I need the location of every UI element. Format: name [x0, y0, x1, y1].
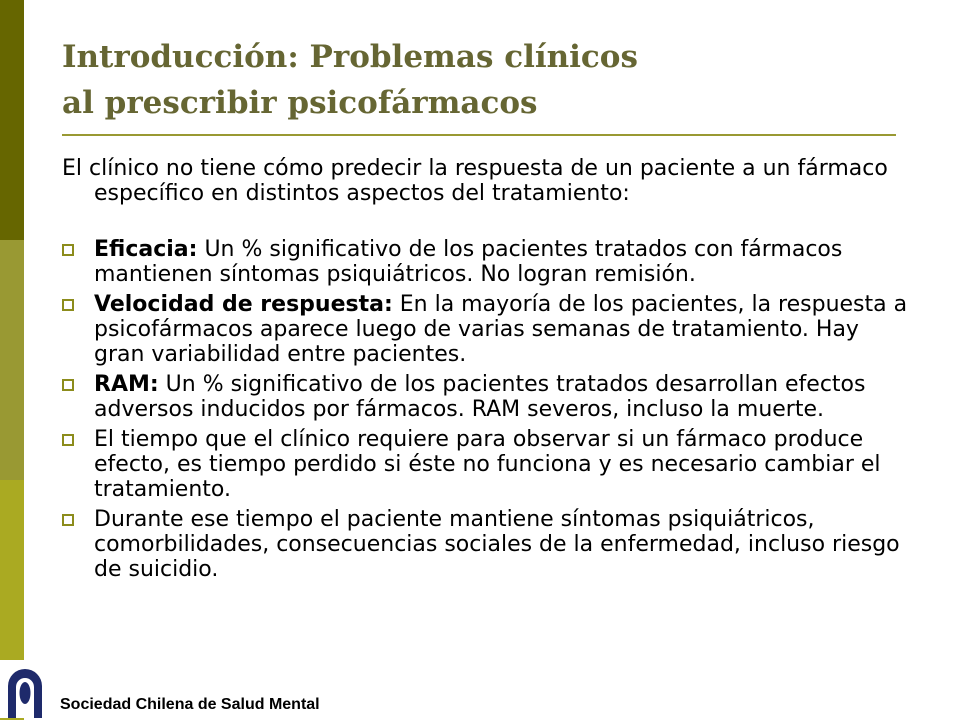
square-bullet-icon — [62, 299, 74, 311]
side-bar-mid — [0, 240, 24, 480]
bullet-heading: RAM: — [94, 372, 159, 397]
intro-paragraph: El clínico no tiene cómo predecir la respuesta de un paciente a un fármaco específico en distintos aspectos del tratamiento: — [62, 156, 888, 206]
side-bar-dark — [0, 0, 24, 240]
square-bullet-icon — [62, 514, 74, 526]
bullet-text: El tiempo que el clínico requiere para observar si un fármaco produce efecto, es tiempo perdido si éste no funciona y es necesario cambiar el tratamiento. — [94, 427, 881, 502]
title-divider — [62, 134, 896, 136]
bullet-text: Un % significativo de los pacientes tratados con fármacos mantienen síntomas psiquiátricos. No logran remisión. — [94, 237, 843, 287]
bullet-text: En la mayoría de los pacientes, la respuesta a psicofármacos aparece luego de varias semanas de tratamiento. Hay gran variabilidad entre pacientes. — [94, 292, 908, 367]
list-item — [62, 372, 912, 422]
slide-body — [62, 156, 912, 587]
square-bullet-icon — [62, 379, 74, 391]
list-item — [62, 292, 912, 367]
list-item — [62, 507, 912, 582]
list-item — [62, 237, 912, 287]
slide-title-line2: al prescribir psicofármacos — [62, 85, 538, 121]
organization-name: Sociedad Chilena de Salud Mental — [60, 696, 320, 713]
bullet-text: Un % significativo de los pacientes tratados desarrollan efectos adversos inducidos por fármacos. RAM severos, incluso la muerte. — [94, 372, 866, 422]
square-bullet-icon — [62, 434, 74, 446]
slide-title-line1: Introducción: Problemas clínicos — [62, 39, 638, 75]
bullet-list — [62, 237, 912, 582]
list-item — [62, 427, 912, 502]
bullet-heading: Velocidad de respuesta: — [94, 292, 393, 317]
bullet-text: Durante ese tiempo el paciente mantiene síntomas psiquiátricos, comorbilidades, consecuencias sociales de la enfermedad, incluso riesgo de suicidio. — [94, 507, 900, 582]
slide-title — [62, 34, 942, 126]
bullet-heading: Eficacia: — [94, 237, 198, 262]
square-bullet-icon — [62, 244, 74, 256]
scsm-logo-icon — [0, 660, 50, 718]
